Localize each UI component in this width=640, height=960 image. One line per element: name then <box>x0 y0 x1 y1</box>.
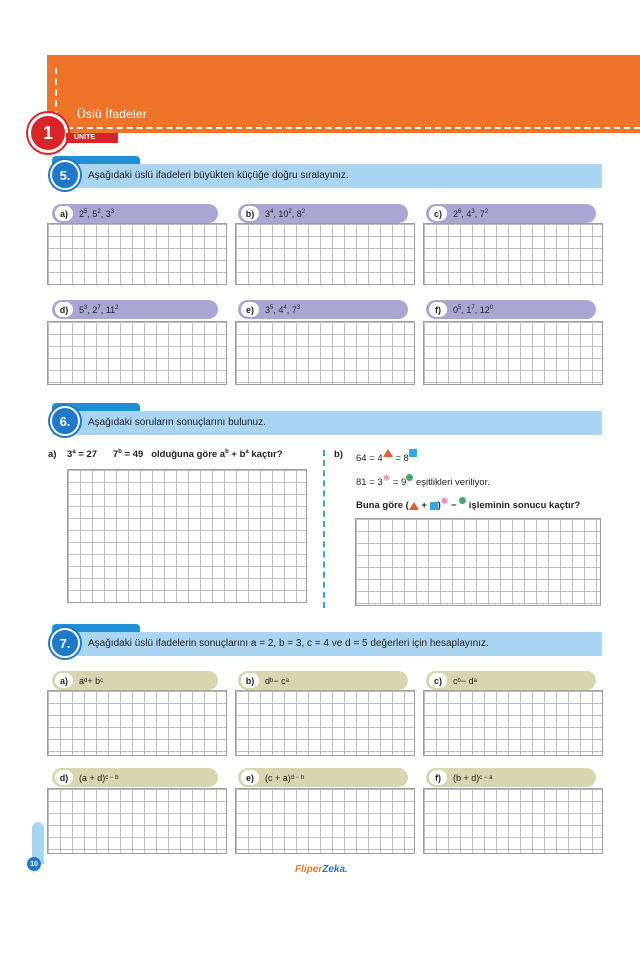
term-separator: , <box>291 208 297 219</box>
q7-expr-exp: b <box>270 677 274 684</box>
q5-number-badge: 5. <box>50 160 80 190</box>
power-exponent: 3 <box>84 304 88 311</box>
term-separator: , <box>273 208 279 219</box>
q5-grid-f[interactable] <box>423 321 603 385</box>
power-base: 7 <box>291 304 297 315</box>
page-number: 10 <box>27 857 41 871</box>
term-separator: , <box>100 304 106 315</box>
term-separator: , <box>100 208 106 219</box>
q6a-eq1-base: 3 <box>67 449 73 461</box>
q7-grid-c[interactable] <box>423 690 603 756</box>
star-icon: ✱ <box>440 496 449 506</box>
q7-item-b <box>238 671 408 690</box>
q6a-tail-end: kaçtır? <box>248 449 283 461</box>
power-exponent: 3 <box>110 208 115 215</box>
q7-expr-exp2: a <box>473 677 477 684</box>
term-separator: , <box>461 304 467 315</box>
power-base: 12 <box>479 304 490 315</box>
q7-item-f <box>426 768 596 787</box>
q5-grid-b[interactable] <box>235 223 415 285</box>
q6b-line2 <box>356 474 490 488</box>
power-base: 3 <box>265 304 271 315</box>
power-base: 4 <box>278 304 284 315</box>
power-base: 0 <box>453 304 459 315</box>
q6a-tail-exp2: a <box>245 449 249 455</box>
q5-item-terms <box>265 209 305 219</box>
q7-expr-base: (c + a) <box>265 772 291 783</box>
logo-part-1: Fliper <box>295 864 323 875</box>
q6a-tail: olduğuna göre a <box>151 449 226 461</box>
q6a-eq2-exp: b <box>118 449 122 455</box>
q7-grid-a[interactable] <box>47 690 227 756</box>
q5-item-terms <box>79 209 114 219</box>
q5-item-letter: b) <box>241 206 259 221</box>
q6a-tail-exp1: b <box>225 449 229 455</box>
q5-item-b <box>238 204 408 223</box>
q7-expr-base: (a + d) <box>79 772 106 783</box>
power-exponent: 3 <box>471 208 475 215</box>
q5-item-a <box>52 204 218 223</box>
q7-grid-b[interactable] <box>235 690 415 756</box>
power-exponent: 2 <box>301 208 306 215</box>
q7-item-letter: b) <box>241 673 259 688</box>
unit-tag: ÜNİTE <box>66 133 118 143</box>
power-exponent: 7 <box>471 304 475 311</box>
q6b-line3-plus: + <box>418 500 430 512</box>
q7-expr-exp: d <box>84 677 88 684</box>
power-exponent: 4 <box>270 208 274 215</box>
power-exponent: 5 <box>84 208 88 215</box>
triangle-icon <box>409 502 419 510</box>
q6b-line2-start: 81 = 3 <box>356 477 383 489</box>
q7-expr-base: (b + d) <box>453 772 480 783</box>
power-exponent: 2 <box>115 304 119 311</box>
power-base: 3 <box>105 208 111 219</box>
q5-grid-c[interactable] <box>423 223 603 285</box>
q7-item-letter: e) <box>241 770 259 785</box>
q6-prompt: Aşağıdaki soruların sonuçlarını bulunuz. <box>88 417 266 428</box>
power-base: 5 <box>79 304 85 315</box>
power-base: 4 <box>466 208 472 219</box>
q5-item-letter: d) <box>55 302 73 317</box>
q6a-eq1-rest: = 27 <box>75 449 98 461</box>
q6b-line3-end: işleminin sonucu kaçtır? <box>466 500 581 512</box>
q5-grid-d[interactable] <box>47 321 227 385</box>
q6-separator <box>323 450 325 608</box>
q7-prompt: Aşağıdaki üslü ifadelerin sonuçlarını a = 2, b = 3, c = 4 ve d = 5 değerleri için hesaplayınız. <box>88 638 489 649</box>
q5-item-f <box>426 300 596 319</box>
term-separator: , <box>474 208 480 219</box>
q7-expr-exp: d − b <box>290 774 305 781</box>
term-separator: , <box>474 304 480 315</box>
power-exponent: 2 <box>484 208 489 215</box>
q5-item-letter: f) <box>429 302 447 317</box>
q6b-line1-start: 64 = 4 <box>356 453 383 465</box>
q6b-line3-start: Buna göre ( <box>356 500 409 512</box>
q6a-letter: a) <box>48 449 57 461</box>
q7-expr-mid: + b <box>87 675 101 686</box>
term-separator: , <box>461 208 467 219</box>
q7-item-letter: f) <box>429 770 447 785</box>
term-separator: , <box>87 304 93 315</box>
term-separator: , <box>273 304 279 315</box>
square-icon <box>409 449 417 457</box>
q7-grid-e[interactable] <box>235 788 415 854</box>
q6b-line2-end: eşitlikleri veriliyor. <box>413 477 490 489</box>
q6b-line3-close: ) <box>437 500 441 512</box>
power-exponent: 3 <box>296 304 301 311</box>
power-base: 11 <box>105 304 116 315</box>
q7-number-badge: 7. <box>50 628 80 658</box>
q6b-line1-mid: = 8 <box>392 453 409 465</box>
star-icon: ✱ <box>382 473 391 483</box>
q7-item-letter: a) <box>55 673 73 688</box>
q7-item-a <box>52 671 218 690</box>
unit-number-badge: 1 <box>28 113 68 153</box>
q5-item-terms <box>453 305 493 315</box>
q5-item-d <box>52 300 218 319</box>
power-exponent: 2 <box>97 208 101 215</box>
q7-item-e <box>238 768 408 787</box>
unit-banner <box>47 55 640 133</box>
q6b-line3-minus: − <box>448 500 460 512</box>
term-separator: , <box>286 304 292 315</box>
power-base: 3 <box>265 208 271 219</box>
logo-part-2: Zeka. <box>322 864 348 875</box>
power-base: 7 <box>479 208 485 219</box>
q7-item-c <box>426 671 596 690</box>
q7-expr-exp2: c <box>100 677 104 684</box>
q7-grid-f[interactable] <box>423 788 603 854</box>
q7-expr-exp: c − a <box>479 774 493 781</box>
q6b-line2-mid: = 9 <box>390 477 407 489</box>
q5-prompt: Aşağıdaki üslü ifadeleri büyükten küçüğe doğru sıralayınız. <box>88 170 349 181</box>
power-base: 5 <box>92 208 98 219</box>
power-base: 8 <box>296 208 302 219</box>
power-exponent: 2 <box>288 208 292 215</box>
q7-grid-d[interactable] <box>47 788 227 854</box>
q7-item-letter: d) <box>55 770 73 785</box>
unit-title: Üslü İfadeler <box>77 107 147 121</box>
power-base: 2 <box>453 208 459 219</box>
q7-item-d <box>52 768 218 787</box>
q6a-eq2-rest: = 49 <box>121 449 144 461</box>
term-separator: , <box>87 208 93 219</box>
q6a-eq1-exp: a <box>72 449 76 455</box>
power-exponent: 4 <box>283 304 287 311</box>
triangle-icon <box>383 449 393 457</box>
banner-dashed-line <box>47 127 640 129</box>
q5-item-terms <box>265 305 300 315</box>
power-base: 2 <box>79 208 85 219</box>
q5-item-c <box>426 204 596 223</box>
power-exponent: 6 <box>458 208 462 215</box>
q6a-eq2-base: 7 <box>112 449 119 461</box>
q6a-question <box>48 449 283 460</box>
power-base: 10 <box>278 208 289 219</box>
q6a-tail-mid: + b <box>228 449 246 461</box>
q7-expr-exp: c − b <box>105 774 119 781</box>
power-base: 2 <box>92 304 98 315</box>
q5-item-terms <box>453 209 488 219</box>
q6b-grid[interactable] <box>355 518 601 606</box>
q7-item-letter: c) <box>429 673 447 688</box>
power-exponent: 0 <box>489 304 494 311</box>
q7-expr-base: d <box>265 675 271 686</box>
q7-expr-mid: − d <box>460 675 474 686</box>
q7-expr-mid: − c <box>273 675 286 686</box>
publisher-logo <box>295 864 348 875</box>
power-exponent: 5 <box>458 304 462 311</box>
q7-expr-exp: b <box>457 677 461 684</box>
q5-grid-a[interactable] <box>47 223 227 285</box>
power-exponent: 7 <box>97 304 101 311</box>
square-icon <box>430 502 438 510</box>
q6b-line3 <box>356 497 580 511</box>
q5-item-letter: a) <box>55 206 73 221</box>
power-base: 1 <box>466 304 472 315</box>
q5-item-letter: c) <box>429 206 447 221</box>
q7-expr-exp2: a <box>285 677 289 684</box>
q5-item-e <box>238 300 408 319</box>
q6b-line1 <box>356 449 417 464</box>
q6-number-badge: 6. <box>50 406 80 436</box>
q5-item-terms <box>79 305 118 315</box>
q7-expr-base: a <box>79 675 85 686</box>
q5-item-letter: e) <box>241 302 259 317</box>
q7-expr-base: c <box>453 675 458 686</box>
power-exponent: 5 <box>270 304 274 311</box>
q6b-letter: b) <box>334 449 343 460</box>
q5-grid-e[interactable] <box>235 321 415 385</box>
q6a-grid[interactable] <box>67 469 307 603</box>
